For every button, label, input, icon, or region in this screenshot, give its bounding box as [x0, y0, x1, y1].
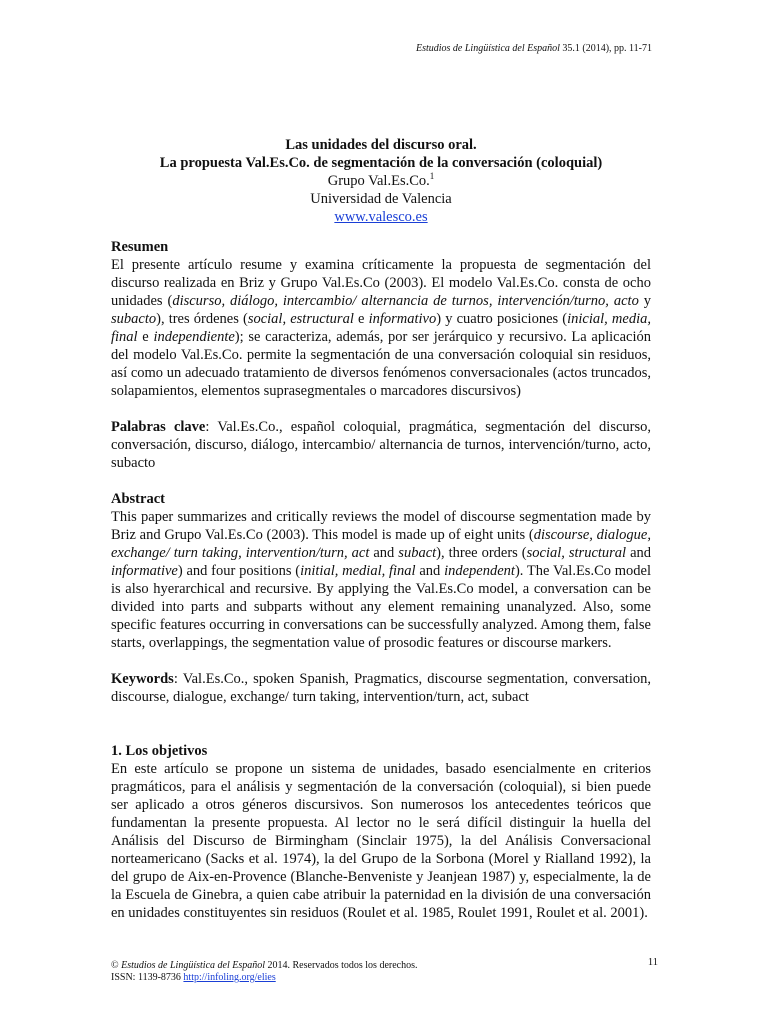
page-number: 11	[647, 957, 658, 968]
author: Grupo Val.Es.Co.	[327, 173, 430, 189]
running-head	[416, 43, 652, 55]
abstract-heading: Abstract	[111, 491, 165, 507]
issn-line: ISSN: 1139-8736 http://infoling.org/elies	[111, 972, 276, 983]
article-body	[111, 238, 651, 922]
abstract-paragraph: This paper summarizes and critically reviews the model of discourse segmentation made by Briz and Grupo Val.Es.Co (2003). This model is made up of eight units (discourse, dialogue, exchange/ turn taking, intervention/turn, act and subact), three orders (social, structural and informative) and four positions (initial, medial, final and independent). The Val.Es.Co model is also hyerarchical and recursive. By applying the Val.Es.Co model, a conversation can be divided into parts and subparts without any element remaining unanalyzed. Also, some specific features occurring in conversations can be successfully analyzed. Among them, false starts, overlappings, the segmentation value of prosodic features or discourse markers.	[111, 509, 652, 651]
journal-name: Estudios de Lingüística del Español	[415, 43, 560, 54]
section-1-paragraph: En este artículo se propone un sistema de unidades, basado esencialmente en criterios pragmáticos, para el análisis y segmentación de la conversación (coloquial), si bien puede ser aplicado a otros géneros discursivos. Son numerosos los antecedentes teóricos que fundamentan la presente propuesta. Al lector no le será difícil distinguir la huella del Análisis del Discurso de Birmingham (Sinclair 1975), la del Análisis Conversacional norteamericano (Sacks et al. 1974), la del Grupo de la Sorbona (Morel y Rialland 1992), la del grupo de Aix-en-Provence (Blanche-Benveniste y Jeanjean 1987) y, especialmente, la de la Escuela de Ginebra, a quien cabe atribuir la paternidad en la división de una conversación en unidades constituyentes sin residuos (Roulet et al. 1985, Roulet 1991, Roulet et al. 2001).	[111, 761, 651, 921]
palabras-clave: Palabras clave: Val.Es.Co., español coloquial, pragmática, segmentación del discurso, conversación, discurso, diálogo, intercambio/ alternancia de turnos, intervención/turno, acto, subacto	[111, 419, 651, 471]
keywords: Keywords: Val.Es.Co., spoken Spanish, Pragmatics, discourse segmentation, conversation, discourse, dialogue, exchange/ turn taking, intervention/turn, act, subact	[111, 671, 651, 705]
copyright-line: © Estudios de Lingüística del Español 2014. Reservados todos los derechos.	[111, 960, 418, 971]
page-footer	[111, 957, 658, 984]
affiliation: Universidad de Valencia	[310, 191, 452, 207]
title-block	[111, 136, 651, 226]
resumen-paragraph: El presente artículo resume y examina críticamente la propuesta de segmentación del discurso realizada en Briz y Grupo Val.Es.Co (2003). El modelo Val.Es.Co. consta de ocho unidades (discurso, diálogo, intercambio/ alternancia de turnos, intervención/turno, acto y subacto), tres órdenes (social, estructural e informativo) y cuatro posiciones (inicial, media, final e independiente); se caracteriza, además, por ser jerárquico y recursivo. La aplicación del modelo Val.Es.Co. permite la segmentación de una conversación coloquial sin residuos, así como un adecuado tratamiento de diversos fenómenos conversacionales (actos truncados, solapamientos, elementos suprasegmentales o marcadores discursivos)	[111, 257, 652, 399]
palabras-clave-label: Palabras clave	[111, 419, 206, 435]
section-1-heading: 1. Los objetivos	[111, 743, 208, 759]
footnote-mark: 1	[429, 171, 435, 182]
resumen-heading: Resumen	[111, 239, 169, 255]
article-subtitle: La propuesta Val.Es.Co. de segmentación de la conversación (coloquial)	[159, 155, 603, 171]
article-title: Las unidades del discurso oral.	[285, 137, 477, 153]
keywords-label: Keywords	[111, 671, 174, 687]
website-link[interactable]: www.valesco.es	[334, 209, 428, 225]
journal-url-link[interactable]: http://infoling.org/elies	[183, 972, 276, 983]
author-line	[111, 172, 651, 190]
citation: 35.1 (2014), pp. 11-71	[559, 43, 652, 54]
